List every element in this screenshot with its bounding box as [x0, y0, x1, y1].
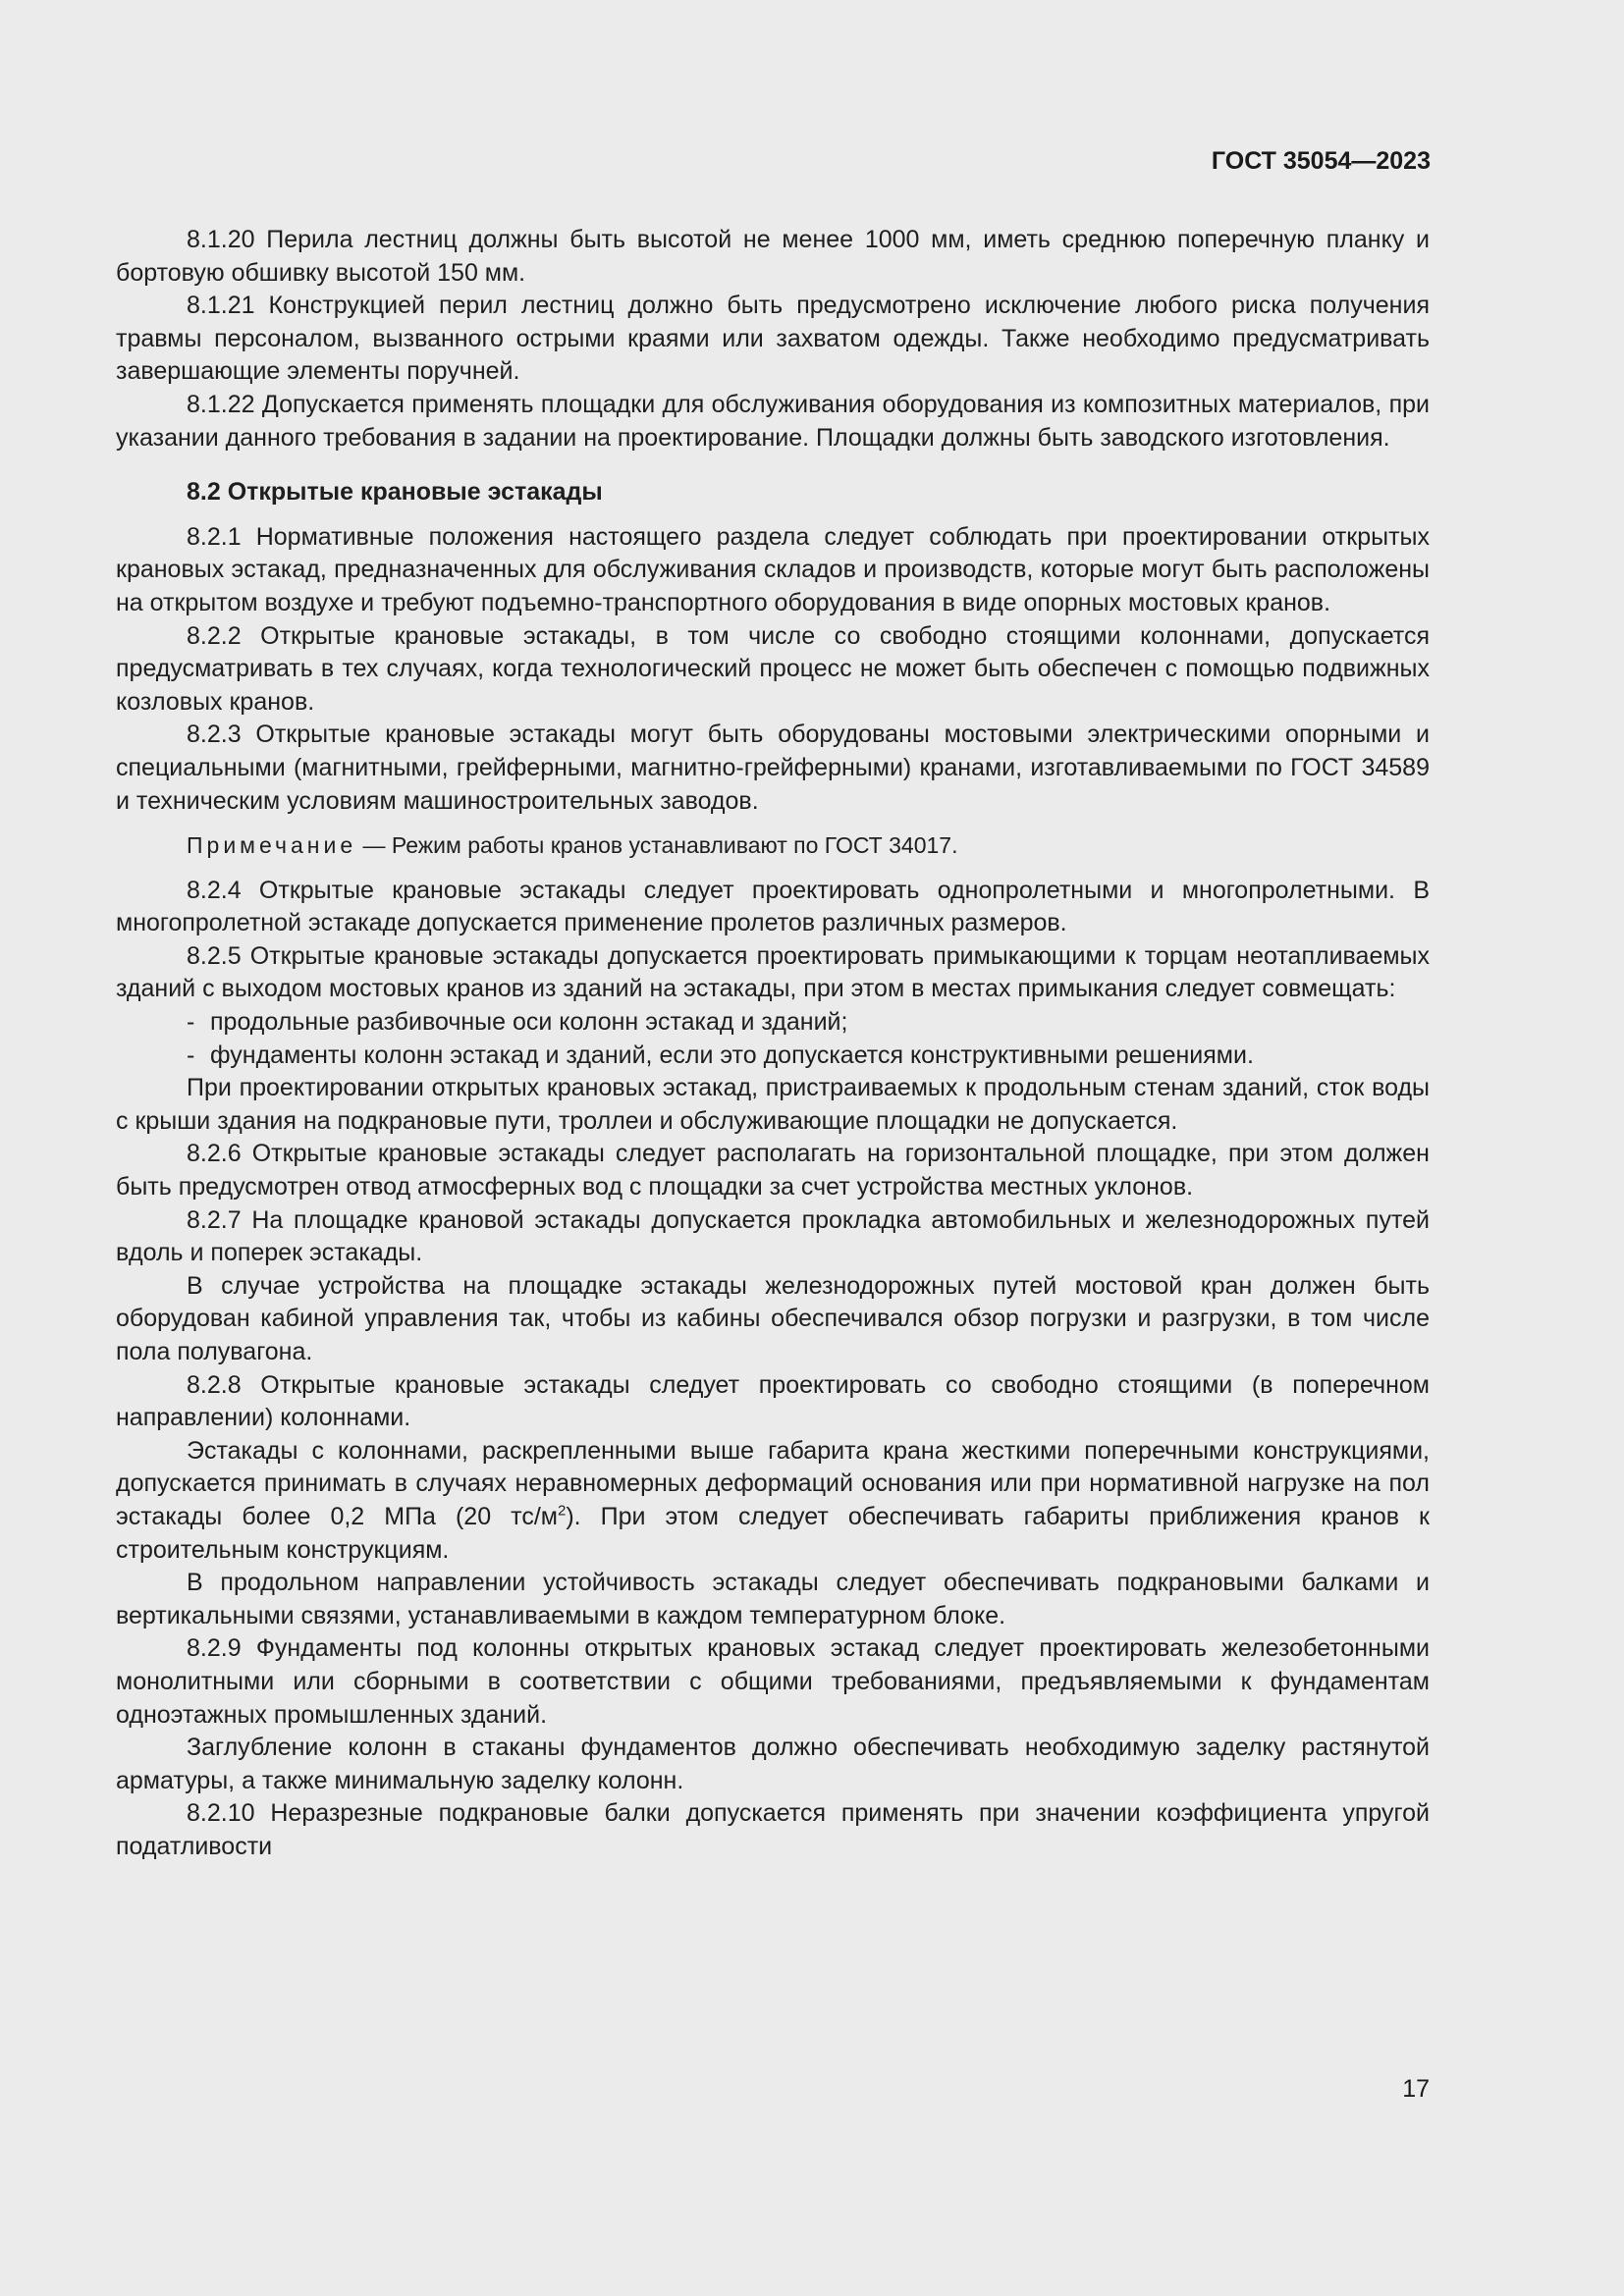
superscript: 2 — [557, 1502, 567, 1520]
paragraph-with-superscript — [116, 1435, 1430, 1567]
paragraph-8-2-10: 8.2.10 Неразрезные подкрановые балки допускается применять при значении коэффициента упругой податливости — [116, 1799, 1430, 1860]
note — [116, 829, 1430, 863]
note-dash: — — [362, 832, 386, 859]
list-item-text: продольные разбивочные оси колонн эстакад и зданий; — [210, 1008, 848, 1037]
paragraph-8-1-20: 8.1.20 Перила лестниц должны быть высотой не менее 1000 мм, иметь среднюю поперечную планку и бортовую обшивку высотой 150 мм. — [116, 226, 1430, 287]
document-header: ГОСТ 35054—2023 — [1211, 147, 1431, 175]
list-item — [116, 1006, 1430, 1040]
text-segment: Эстакады с колоннами, раскрепленными выше габарита крана жесткими поперечными конструкциями, допускается принимать в случаях неравномерных деформаций основания или при нормативной нагрузке на пол эстакады более 0,2 МПа (20 тс/м — [116, 1436, 1430, 1530]
paragraph-text: В продольном направлении устойчивость эстакады следует обеспечивать подкрановыми балками и вертикальными связями, устанавливаемыми в каждом температурном блоке. — [116, 1569, 1430, 1629]
note-text: Режим работы кранов устанавливают по ГОСТ 34017. — [391, 832, 958, 859]
section-heading: 8.2 Открытые крановые эстакады — [187, 478, 603, 507]
paragraph-8-2-4: 8.2.4 Открытые крановые эстакады следует проектировать однопролетными и многопролетными. В многопролетной эстакаде допускается применение пролетов различных размеров. — [116, 876, 1430, 937]
paragraph-text: При проектировании открытых крановых эстакад, пристраиваемых к продольным стенам зданий, сток воды с крыши здания на подкрановые пути, троллеи и обслуживающие площадки не допускается. — [116, 1074, 1430, 1135]
bullet-dash: - — [187, 1041, 195, 1069]
document-body — [116, 224, 1430, 1864]
paragraph-8-2-6: 8.2.6 Открытые крановые эстакады следует располагать на горизонтальной площадке, при этом должен быть предусмотрен отвод атмосферных вод с площадки за счет устройства местных уклонов. — [116, 1140, 1430, 1201]
paragraph-8-2-2: 8.2.2 Открытые крановые эстакады, в том числе со свободно стоящими колоннами, допускается предусматривать в тех случаях, когда технологический процесс не может быть обеспечен с помощью подвижных козловых кранов. — [116, 621, 1430, 716]
list-item-text: фундаменты колонн эстакад и зданий, если это допускается конструктивными решениями. — [210, 1041, 1254, 1069]
note-label: Примечание — [187, 832, 357, 859]
paragraph-8-2-3: 8.2.3 Открытые крановые эстакады могут быть оборудованы мостовыми электрическими опорными и специальными (магнитными, грейферными, магнитно-грейферными) кранами, изготавливаемыми по ГОСТ 34589 и техническим условиям машиностроительных заводов. — [116, 721, 1430, 815]
paragraph-8-2-8: 8.2.8 Открытые крановые эстакады следует проектировать со свободно стоящими (в поперечном направлении) колоннами. — [116, 1370, 1430, 1432]
page-number: 17 — [1402, 2075, 1430, 2103]
paragraph-8-1-21: 8.1.21 Конструкцией перил лестниц должно быть предусмотрено исключение любого риска получения травмы персоналом, вызванного острыми краями или захватом одежды. Также необходимо предусматривать завершающие элементы поручней. — [116, 292, 1430, 386]
bullet-dash: - — [187, 1008, 195, 1037]
text-segment: ). При этом следует обеспечивать габариты приближения кранов к строительным конструкциям. — [116, 1502, 1430, 1564]
paragraph-8-2-5: 8.2.5 Открытые крановые эстакады допускается проектировать примыкающими к торцам неотапливаемых зданий с выходом мостовых кранов из зданий на эстакады, при этом в местах примыкания следует совмещать: — [116, 941, 1430, 1003]
paragraph-text: Заглубление колонн в стаканы фундаментов должно обеспечивать необходимую заделку растянутой арматуры, а также минимальную заделку колонн. — [116, 1734, 1430, 1794]
paragraph-8-2-9: 8.2.9 Фундаменты под колонны открытых крановых эстакад следует проектировать железобетонными монолитными или сборными в соответствии с общими требованиями, предъявляемыми к фундаментам одноэтажных промышленных зданий. — [116, 1634, 1430, 1729]
paragraph-8-1-22: 8.1.22 Допускается применять площадки для обслуживания оборудования из композитных материалов, при указании данного требования в задании на проектирование. Площадки должны быть заводского изготовления. — [116, 390, 1430, 452]
paragraph-8-2-1: 8.2.1 Нормативные положения настоящего раздела следует соблюдать при проектировании открытых крановых эстакад, предназначенных для обслуживания складов и производств, которые могут быть расположены на открытом воздухе и требуют подъемно-транспортного оборудования в виде опорных мостовых кранов. — [116, 522, 1430, 616]
paragraph-text: В случае устройства на площадке эстакады железнодорожных путей мостовой кран должен быть оборудован кабиной управления так, чтобы из кабины обеспечивался обзор погрузки и разгрузки, в том числе пола полувагона. — [116, 1271, 1430, 1365]
paragraph-8-2-7: 8.2.7 На площадке крановой эстакады допускается прокладка автомобильных и железнодорожных путей вдоль и поперек эстакады. — [116, 1205, 1430, 1267]
list-item — [116, 1040, 1430, 1073]
